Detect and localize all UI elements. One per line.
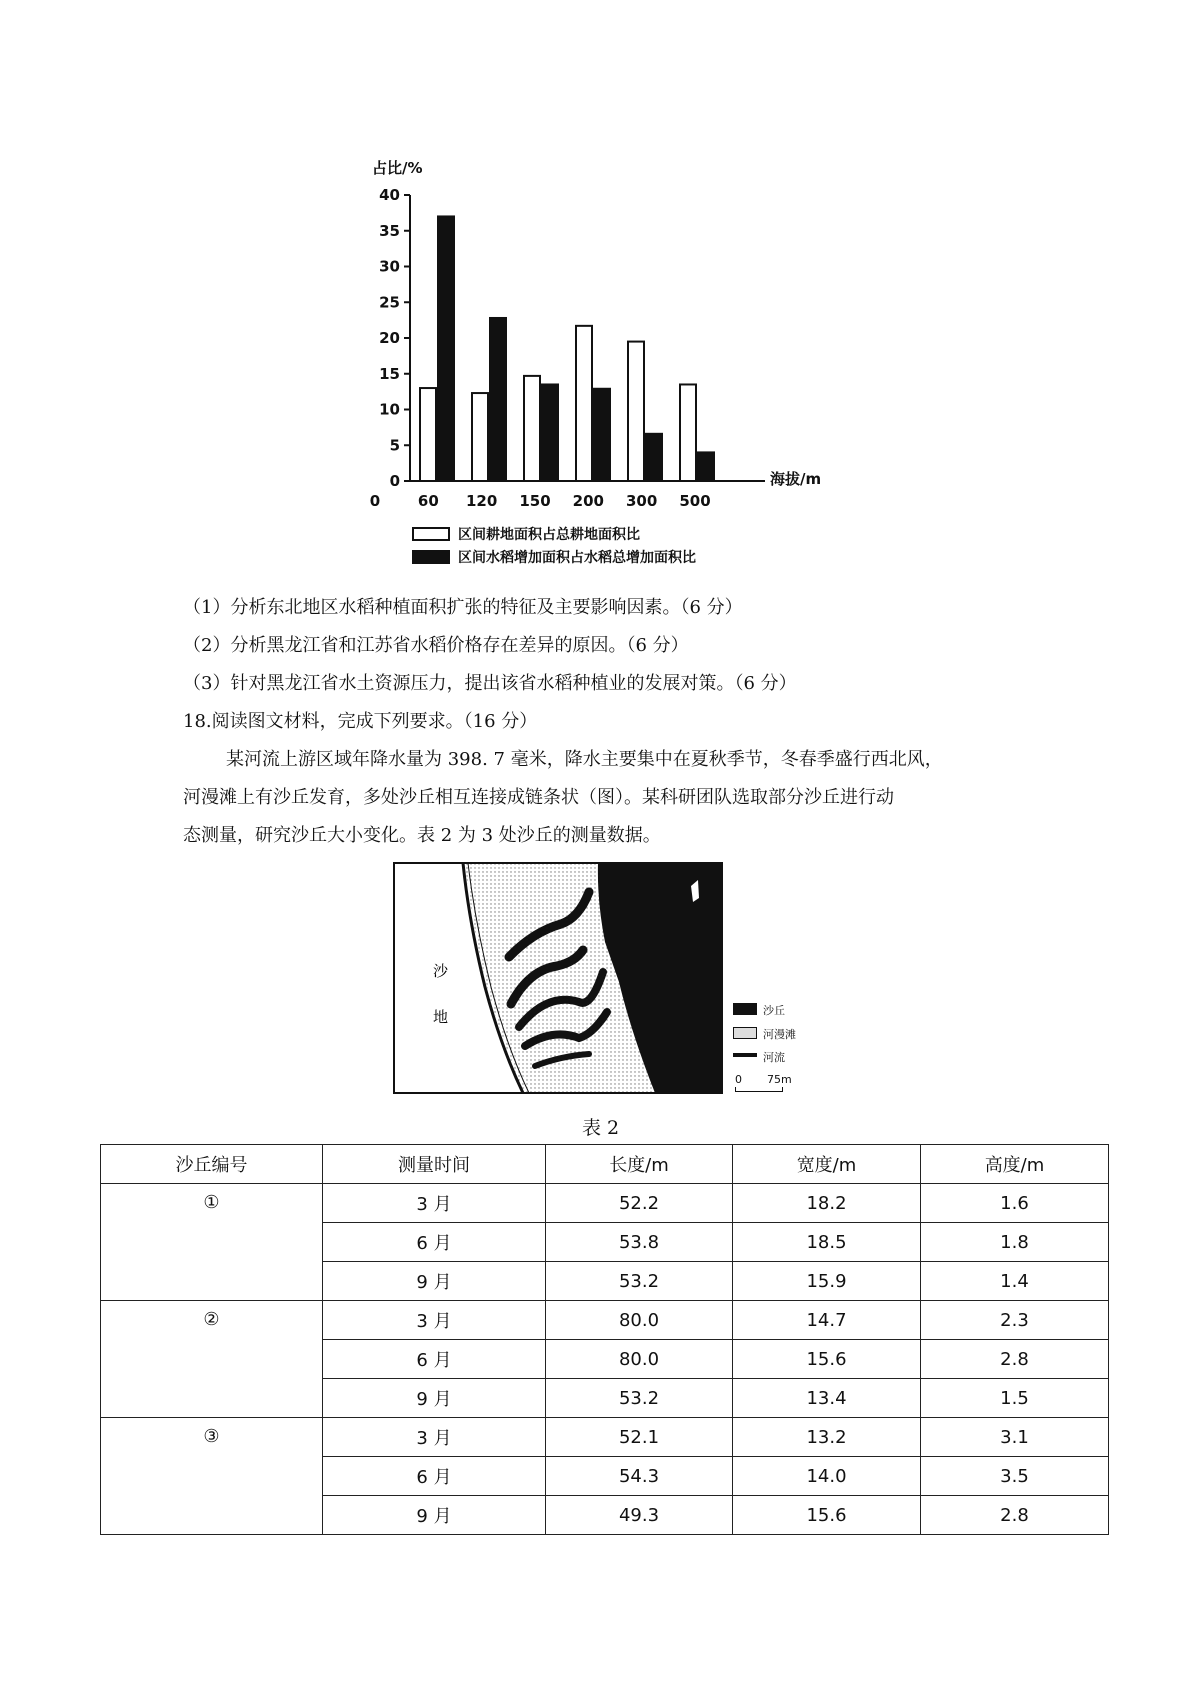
legend-label-floodplain: 河漫滩 <box>763 1028 796 1041</box>
legend-swatch-floodplain <box>733 1027 757 1039</box>
bar-chart <box>350 150 850 580</box>
x-tick-label: 300 <box>626 492 658 510</box>
table-row <box>101 1418 1109 1457</box>
table-cell: 15.9 <box>733 1262 921 1301</box>
table-cell: 53.2 <box>546 1262 733 1301</box>
table-cell: 1.4 <box>921 1262 1109 1301</box>
table-header-row <box>101 1145 1109 1184</box>
bar-farmland <box>472 393 488 481</box>
table-row <box>101 1184 1109 1223</box>
y-tick-label: 25 <box>379 293 400 312</box>
x-tick-label: 60 <box>417 492 439 510</box>
legend-swatch-dune <box>733 1003 757 1015</box>
legend-label-river: 河流 <box>763 1051 785 1064</box>
scale-bar <box>735 1087 783 1092</box>
question-2: （2）分析黑龙江省和江苏省水稻价格存在差异的原因。（6 分） <box>183 635 689 656</box>
y-tick-label: 30 <box>379 257 400 276</box>
header-dune-id: 沙丘编号 <box>101 1145 323 1184</box>
x-tick-label: 500 <box>679 492 711 510</box>
dune-id-cell: ② <box>101 1301 323 1418</box>
table-cell: 15.6 <box>733 1496 921 1535</box>
question-3: （3）针对黑龙江省水土资源压力，提出该省水稻种植业的发展对策。（6 分） <box>183 673 797 694</box>
table-cell: 14.7 <box>733 1301 921 1340</box>
legend-label: 区间水稻增加面积占水稻总增加面积比 <box>458 550 696 566</box>
header-length: 长度/m <box>546 1145 733 1184</box>
y-tick-label: 10 <box>379 400 400 419</box>
x-axis-label: 海拔/m <box>770 470 822 488</box>
legend-label: 区间耕地面积占总耕地面积比 <box>458 527 640 543</box>
bar-rice <box>490 318 506 481</box>
table-cell: 2.3 <box>921 1301 1109 1340</box>
scale-75m: 75m <box>767 1073 792 1086</box>
table-cell: 52.1 <box>546 1418 733 1457</box>
table-cell: 14.0 <box>733 1457 921 1496</box>
table-cell: 3 月 <box>323 1301 546 1340</box>
y-tick-label: 40 <box>379 186 400 204</box>
table-cell: 1.8 <box>921 1223 1109 1262</box>
y-tick-label: 35 <box>379 221 400 240</box>
legend-swatch-white <box>412 527 450 541</box>
table-cell: 1.6 <box>921 1184 1109 1223</box>
legend-item-farmland <box>412 524 640 544</box>
table-cell: 53.8 <box>546 1223 733 1262</box>
bars <box>420 216 714 481</box>
bar-rice <box>698 452 714 481</box>
table-cell: 3 月 <box>323 1418 546 1457</box>
bar-farmland <box>420 388 436 481</box>
table-cell: 49.3 <box>546 1496 733 1535</box>
table-cell: 2.8 <box>921 1496 1109 1535</box>
map-label-sand: 沙 <box>433 962 449 980</box>
legend-swatch-black <box>412 550 450 564</box>
table-cell: 18.2 <box>733 1184 921 1223</box>
table-cell: 13.4 <box>733 1379 921 1418</box>
bar-farmland <box>628 342 644 481</box>
y-tick-label: 20 <box>379 329 400 347</box>
dune-id-cell: ③ <box>101 1418 323 1535</box>
table-cell: 80.0 <box>546 1340 733 1379</box>
table-cell: 9 月 <box>323 1379 546 1418</box>
table-caption: 表 2 <box>582 1117 620 1139</box>
table-cell: 54.3 <box>546 1457 733 1496</box>
bar-rice <box>542 384 558 481</box>
bar-farmland <box>576 326 592 481</box>
dune-measurement-table <box>100 1144 1109 1535</box>
x-ticks <box>370 492 711 510</box>
table-cell: 6 月 <box>323 1340 546 1379</box>
table-cell: 6 月 <box>323 1457 546 1496</box>
header-width: 宽度/m <box>733 1145 921 1184</box>
q18-paragraph-line: 河漫滩上有沙丘发育，多处沙丘相互连接成链条状（图）。某科研团队选取部分沙丘进行动 <box>183 787 894 808</box>
y-tick-label: 0 <box>389 472 400 490</box>
table-cell: 9 月 <box>323 1262 546 1301</box>
x-tick-label: 150 <box>519 492 551 510</box>
x-tick-label: 120 <box>466 492 498 510</box>
table-cell: 53.2 <box>546 1379 733 1418</box>
y-axis-label: 占比/% <box>372 159 423 177</box>
table-cell: 3.5 <box>921 1457 1109 1496</box>
y-ticks <box>379 186 410 490</box>
table-cell: 9 月 <box>323 1496 546 1535</box>
table-cell: 18.5 <box>733 1223 921 1262</box>
bar-rice <box>646 434 662 481</box>
legend-label-dune: 沙丘 <box>763 1004 785 1017</box>
header-height: 高度/m <box>921 1145 1109 1184</box>
x-tick-label: 0 <box>369 492 381 510</box>
table-cell: 3 月 <box>323 1184 546 1223</box>
table-cell: 15.6 <box>733 1340 921 1379</box>
table-cell: 2.8 <box>921 1340 1109 1379</box>
scale-zero: 0 <box>735 1073 742 1086</box>
table-cell: 52.2 <box>546 1184 733 1223</box>
bar-farmland <box>524 376 540 481</box>
table-cell: 3.1 <box>921 1418 1109 1457</box>
legend-item-rice <box>412 547 696 567</box>
table-row <box>101 1301 1109 1340</box>
table-cell: 80.0 <box>546 1301 733 1340</box>
map-legend <box>733 1003 853 1095</box>
bar-farmland <box>680 384 696 481</box>
x-tick-label: 200 <box>572 492 604 510</box>
bar-rice <box>594 389 610 481</box>
bar-rice <box>438 216 454 481</box>
dune-id-cell: ① <box>101 1184 323 1301</box>
header-time: 测量时间 <box>323 1145 546 1184</box>
table-cell: 6 月 <box>323 1223 546 1262</box>
legend-swatch-river <box>733 1053 757 1057</box>
y-tick-label: 15 <box>379 364 400 383</box>
y-tick-label: 5 <box>389 436 400 455</box>
question-18-title: 18.阅读图文材料，完成下列要求。（16 分） <box>183 711 538 732</box>
table-cell: 13.2 <box>733 1418 921 1457</box>
table-cell: 1.5 <box>921 1379 1109 1418</box>
q18-paragraph-line: 态测量，研究沙丘大小变化。表 2 为 3 处沙丘的测量数据。 <box>183 825 661 846</box>
dune-map <box>393 862 723 1094</box>
q18-paragraph-line: 某河流上游区域年降水量为 398. 7 毫米，降水主要集中在夏秋季节，冬春季盛行西北风， <box>226 749 943 770</box>
question-1: （1）分析东北地区水稻种植面积扩张的特征及主要影响因素。（6 分） <box>183 597 743 618</box>
map-label-land: 地 <box>433 1008 449 1026</box>
